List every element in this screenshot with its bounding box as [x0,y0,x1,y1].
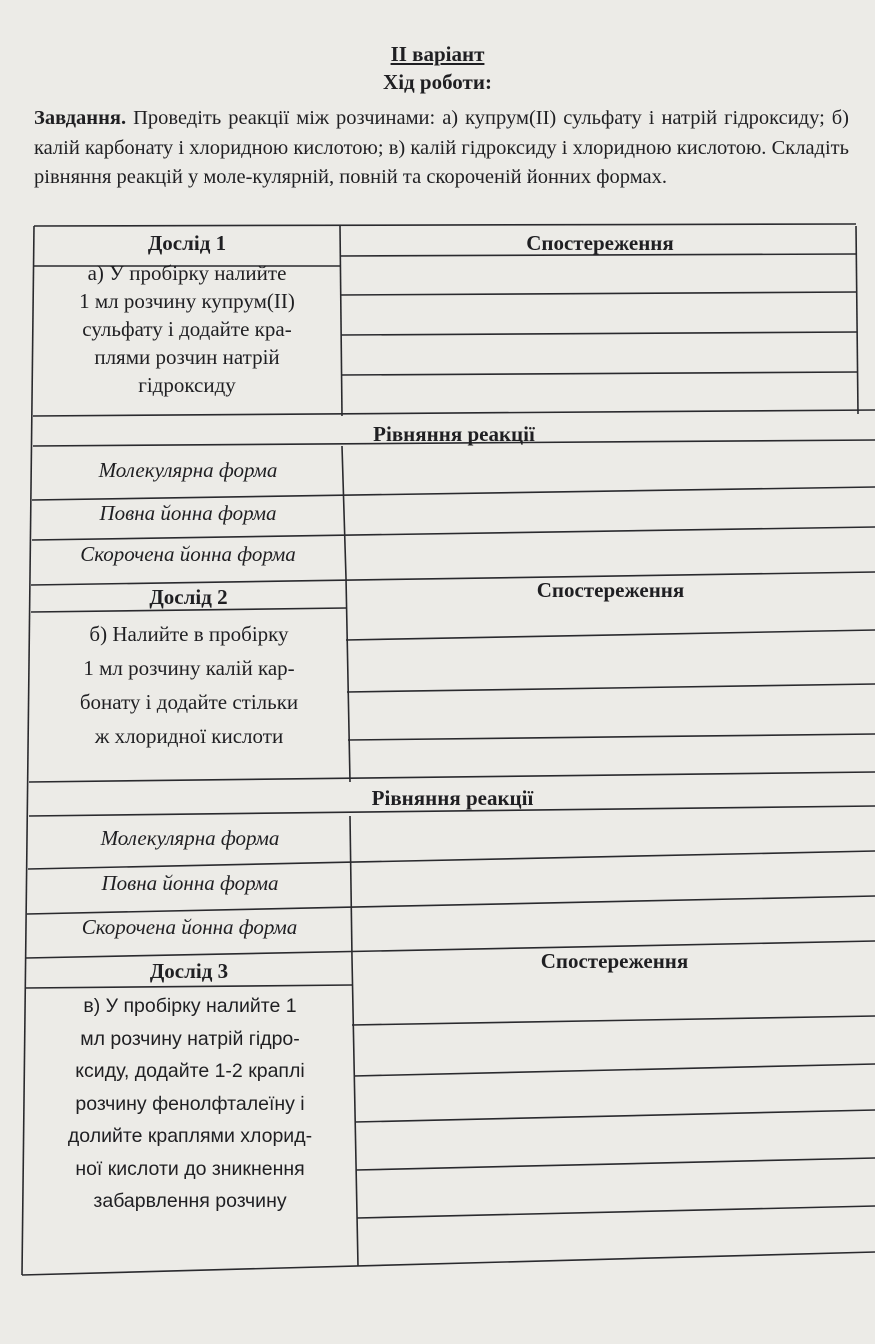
experiment1-equations-header: Рівняння реакції [373,422,535,446]
task-text: Проведіть реакції між розчинами: а) купрум(ІІ) сульфату і натрій гідроксиду; б) калій карбонату і хлоридною кислотою; в) калій гідроксиду і хлоридною кислотою. Складіть рівняння реакцій у моле-кулярній, повній та скороченій йонних формах. [34,107,850,188]
experiment2-short-ionic-form: Скорочена йонна форма [81,915,298,939]
instruction-line: мл розчину натрій гідро- [80,1027,300,1050]
experiment1-full-ionic-form: Повна йонна форма [99,501,277,525]
instruction-line: ж хлоридної кислоти [94,724,284,748]
instruction-line: 1 мл розчину купрум(ІІ) [79,289,295,313]
instruction-line: бонату і додайте стільки [79,690,299,714]
experiment2-equations-header: Рівняння реакції [371,786,534,810]
experiment3-title: Дослід 3 [149,959,229,983]
instruction-line: а) У пробірку налийте [87,261,287,285]
experiment3-instruction [25,990,355,1218]
experiment2-instruction [30,617,348,753]
instruction-line: забарвлення розчину [93,1190,287,1212]
instruction-line: ної кислоти до зникнення [75,1157,305,1180]
instruction-line: ксиду, додайте 1-2 краплі [75,1060,305,1082]
experiment1-molecular-form: Молекулярна форма [98,458,278,482]
experiment1-observations-header: Спостереження [526,231,674,255]
instruction-line: в) У пробірку налийте 1 [83,995,297,1017]
variant-title: ІІ варіант [390,42,485,66]
instruction-line: 1 мл розчину калій кар- [83,656,295,680]
experiment2-molecular-form: Молекулярна форма [100,826,280,850]
experiment2-full-ionic-form: Повна йонна форма [101,871,279,895]
experiment1-instruction [34,259,340,399]
experiment1-short-ionic-form: Скорочена йонна форма [80,542,296,566]
experiment2-title: Дослід 2 [149,585,228,609]
instruction-line: б) Налийте в пробірку [89,622,289,646]
experiment2-observations-header: Спостереження [536,578,685,602]
instruction-line: долийте краплями хлорид- [67,1125,313,1147]
task-label: Завдання. [34,107,127,129]
instruction-line: плями розчин натрій [94,345,280,369]
experiment1-title: Дослід 1 [147,231,227,255]
procedure-title: Хід роботи: [383,70,492,94]
instruction-line: гідроксиду [138,373,236,397]
instruction-line: сульфату і додайте кра- [82,317,292,341]
instruction-line: розчину фенолфталеїну і [75,1092,305,1115]
experiment3-observations-header: Спостереження [540,949,689,973]
